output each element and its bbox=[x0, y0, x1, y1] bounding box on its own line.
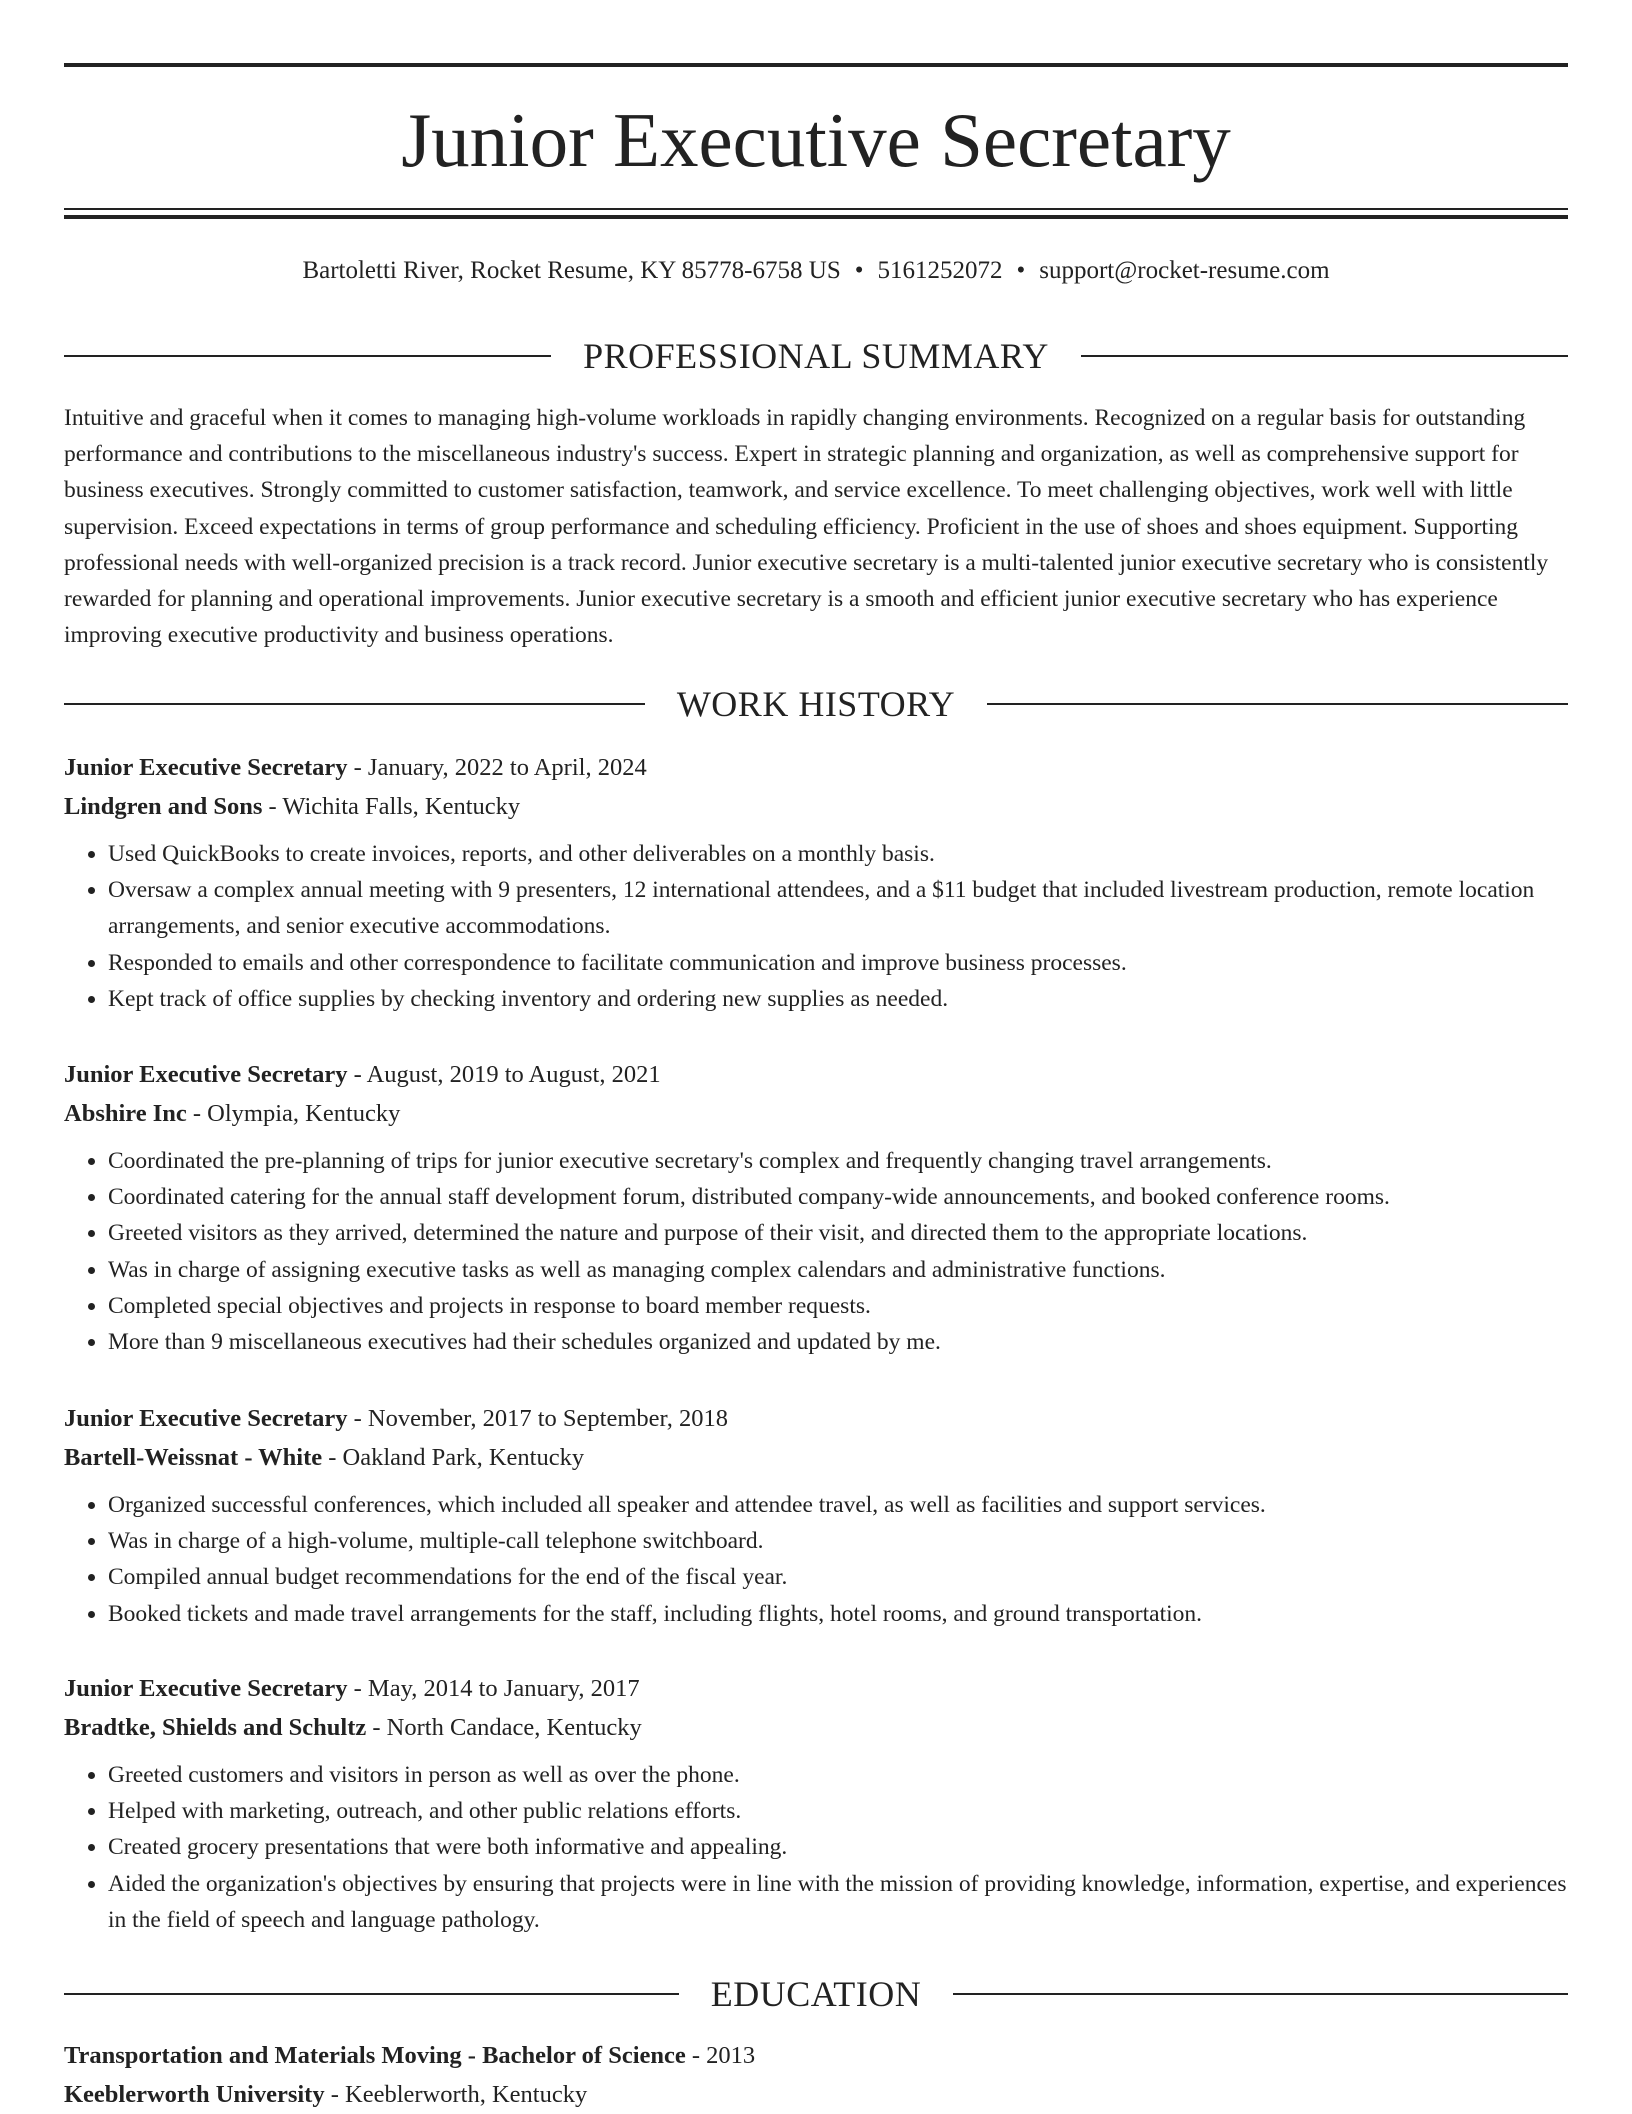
list-item: • Coordinated catering for the annual staff development forum, distributed company-wide announcements, and booked conference rooms. bbox=[108, 1179, 1568, 1215]
job-title-line bbox=[64, 1399, 1568, 1438]
job-location: - Wichita Falls, Kentucky bbox=[262, 793, 521, 820]
section-heading-education bbox=[64, 1972, 1568, 2016]
section-title: EDUCATION bbox=[710, 1974, 922, 2014]
section-heading-work bbox=[64, 682, 1568, 726]
section-title: PROFESSIONAL SUMMARY bbox=[583, 336, 1049, 376]
list-item: • Greeted visitors as they arrived, determined the nature and purpose of their visit, and directed them to the appropriate locations. bbox=[108, 1215, 1568, 1251]
section-title: WORK HISTORY bbox=[676, 684, 956, 724]
heading-rule-left bbox=[64, 355, 551, 357]
list-item: • Was in charge of assigning executive tasks as well as managing complex calendars and administrative functions. bbox=[108, 1252, 1568, 1288]
education-school-line bbox=[64, 2075, 1568, 2114]
job-title: Junior Executive Secretary bbox=[64, 1675, 348, 1702]
list-item: • More than 9 miscellaneous executives had their schedules organized and updated by me. bbox=[108, 1324, 1568, 1360]
list-item: • Coordinated the pre-planning of trips for junior executive secretary's complex and frequently changing travel arrangements. bbox=[108, 1143, 1568, 1179]
job-company-line bbox=[64, 787, 1568, 826]
job-entry bbox=[64, 1399, 1568, 1632]
list-item: • Completed special objectives and projects in response to board member requests. bbox=[108, 1288, 1568, 1324]
summary-text: Intuitive and graceful when it comes to managing high-volume workloads in rapidly changing environments. Recognized on a regular basis for outstanding performance and contributions to the miscellaneous industry's success. Expert in strategic planning and organization, as well as comprehensive support for business executives. Strongly committed to customer satisfaction, teamwork, and service excellence. To meet challenging objectives, work well with little supervision. Exceed expectations in terms of group performance and scheduling efficiency. Proficient in the use of shoes and shoes equipment. Supporting professional needs with well-organized precision is a track record. Junior executive secretary is a multi-talented junior executive secretary who is consistently rewarded for planning and operational improvements. Junior executive secretary is a smooth and efficient junior executive secretary who has experience improving executive productivity and business operations. bbox=[64, 405, 1549, 649]
job-company: Bartell-Weissnat - White bbox=[64, 1444, 323, 1471]
contact-address: Bartoletti River, Rocket Resume, KY 85778-6758 US bbox=[302, 257, 841, 284]
education-location: - Keeblerworth, Kentucky bbox=[324, 2081, 588, 2108]
list-item: • Oversaw a complex annual meeting with 9 presenters, 12 international attendees, and a $11 budget that included livestream production, remote location arrangements, and senior executive accommodations. bbox=[108, 872, 1568, 944]
job-location: - Oakland Park, Kentucky bbox=[322, 1444, 585, 1471]
job-company: Abshire Inc bbox=[64, 1100, 187, 1127]
job-dates: - May, 2014 to January, 2017 bbox=[347, 1675, 640, 1702]
list-item: • Responded to emails and other correspondence to facilitate communication and improve business processes. bbox=[108, 945, 1568, 981]
contact-email: support@rocket-resume.com bbox=[1039, 257, 1330, 284]
list-item: • Helped with marketing, outreach, and other public relations efforts. bbox=[108, 1793, 1568, 1829]
contact-line bbox=[64, 254, 1568, 288]
job-bullets bbox=[64, 1757, 1568, 1938]
job-dates: - November, 2017 to September, 2018 bbox=[347, 1405, 728, 1432]
title-rule-lower bbox=[64, 215, 1568, 219]
job-location: - North Candace, Kentucky bbox=[366, 1714, 642, 1741]
heading-rule-right bbox=[953, 1993, 1568, 1995]
education-degree-line bbox=[64, 2036, 1568, 2075]
job-company-line bbox=[64, 1708, 1568, 1747]
job-entry bbox=[64, 1669, 1568, 1938]
list-item: • Greeted customers and visitors in person as well as over the phone. bbox=[108, 1757, 1568, 1793]
education-entry bbox=[64, 2036, 1568, 2114]
job-company: Lindgren and Sons bbox=[64, 793, 263, 820]
list-item: • Compiled annual budget recommendations for the end of the fiscal year. bbox=[108, 1559, 1568, 1595]
list-item: • Aided the organization's objectives by ensuring that projects were in line with the mission of providing knowledge, information, expertise, and experiences in the field of speech and language pathology. bbox=[108, 1866, 1568, 1938]
job-dates: - January, 2022 to April, 2024 bbox=[347, 754, 647, 781]
job-title: Junior Executive Secretary bbox=[64, 754, 348, 781]
section-heading-summary bbox=[64, 334, 1568, 378]
job-title-line bbox=[64, 1055, 1568, 1094]
job-company-line bbox=[64, 1094, 1568, 1133]
job-bullets bbox=[64, 1143, 1568, 1360]
education-degree: Transportation and Materials Moving - Bachelor of Science bbox=[64, 2042, 686, 2069]
list-item: • Created grocery presentations that were both informative and appealing. bbox=[108, 1829, 1568, 1865]
contact-phone: 5161252072 bbox=[877, 257, 1003, 284]
job-dates: - August, 2019 to August, 2021 bbox=[347, 1061, 661, 1088]
job-entry bbox=[64, 1055, 1568, 1360]
job-location: - Olympia, Kentucky bbox=[186, 1100, 401, 1127]
job-company-line bbox=[64, 1438, 1568, 1477]
job-title: Junior Executive Secretary bbox=[64, 1061, 348, 1088]
heading-rule-left bbox=[64, 1993, 679, 1995]
page-title: Junior Executive Secretary bbox=[401, 97, 1231, 183]
list-item: • Kept track of office supplies by checking inventory and ordering new supplies as needed. bbox=[108, 981, 1568, 1017]
job-title: Junior Executive Secretary bbox=[64, 1405, 348, 1432]
top-rule bbox=[64, 63, 1568, 67]
job-bullets bbox=[64, 836, 1568, 1017]
contact-separator: • bbox=[1016, 257, 1026, 284]
list-item: • Was in charge of a high-volume, multiple-call telephone switchboard. bbox=[108, 1523, 1568, 1559]
list-item: • Booked tickets and made travel arrangements for the staff, including flights, hotel rooms, and ground transportation. bbox=[108, 1596, 1568, 1632]
list-item: • Organized successful conferences, which included all speaker and attendee travel, as well as facilities and support services. bbox=[108, 1487, 1568, 1523]
job-title-line bbox=[64, 1669, 1568, 1708]
heading-rule-left bbox=[64, 703, 645, 705]
heading-rule-right bbox=[987, 703, 1568, 705]
job-entry bbox=[64, 748, 1568, 1017]
job-company: Bradtke, Shields and Schultz bbox=[64, 1714, 367, 1741]
job-title-line bbox=[64, 748, 1568, 787]
contact-separator: • bbox=[854, 257, 864, 284]
heading-rule-right bbox=[1081, 355, 1568, 357]
job-bullets bbox=[64, 1487, 1568, 1632]
education-year: - 2013 bbox=[685, 2042, 756, 2069]
education-school: Keeblerworth University bbox=[64, 2081, 325, 2108]
title-rule-upper bbox=[64, 208, 1568, 210]
list-item: • Used QuickBooks to create invoices, reports, and other deliverables on a monthly basis. bbox=[108, 836, 1568, 872]
